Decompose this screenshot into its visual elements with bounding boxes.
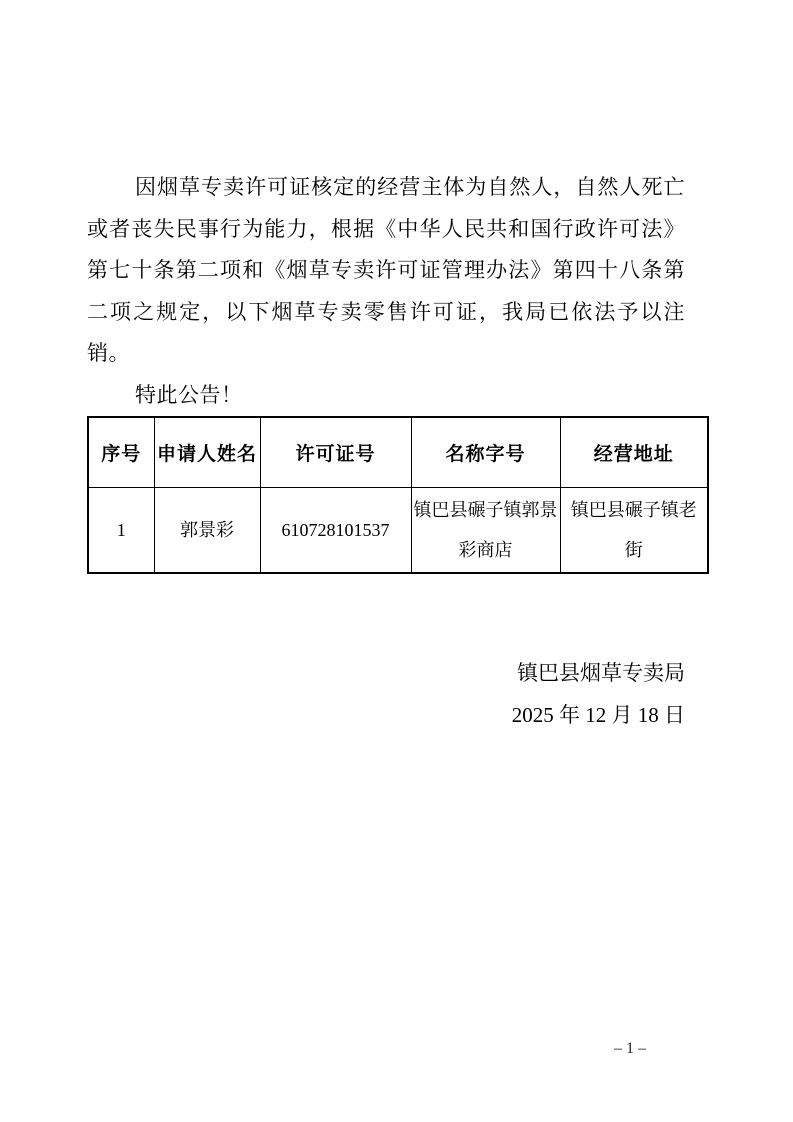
announcement-line: 特此公告！	[135, 382, 243, 407]
table-header-shop-name: 名称字号	[411, 417, 560, 488]
cell-business-address: 镇巴县碾子镇老街	[560, 488, 708, 574]
cell-license-number: 610728101537	[260, 488, 411, 574]
license-table	[87, 416, 709, 574]
body-paragraph: 因烟草专卖许可证核定的经营主体为自然人，自然人死亡或者丧失民事行为能力，根据《中华人民共和国行政许可法》第七十条第二项和《烟草专卖许可证管理办法》第四十八条第二项之规定，以下烟草专卖零售许可证，我局已依法予以注销。	[87, 175, 685, 365]
cell-applicant-name: 郭景彩	[154, 488, 260, 574]
signature-date: 2025 年 12 月 18 日	[511, 702, 685, 727]
table-header-applicant-name: 申请人姓名	[154, 417, 260, 488]
document-content	[87, 167, 707, 736]
table-header-business-address: 经营地址	[560, 417, 708, 488]
table-header-row	[88, 417, 708, 488]
table-header-license-number: 许可证号	[260, 417, 411, 488]
page-number: – 1 –	[614, 1040, 646, 1057]
signature-org: 镇巴县烟草专卖局	[517, 661, 685, 685]
cell-shop-name: 镇巴县碾子镇郭景彩商店	[411, 488, 560, 574]
signature-block	[87, 653, 685, 736]
table-row	[88, 488, 708, 574]
table-header-seq: 序号	[88, 417, 154, 488]
cell-seq: 1	[88, 488, 154, 574]
